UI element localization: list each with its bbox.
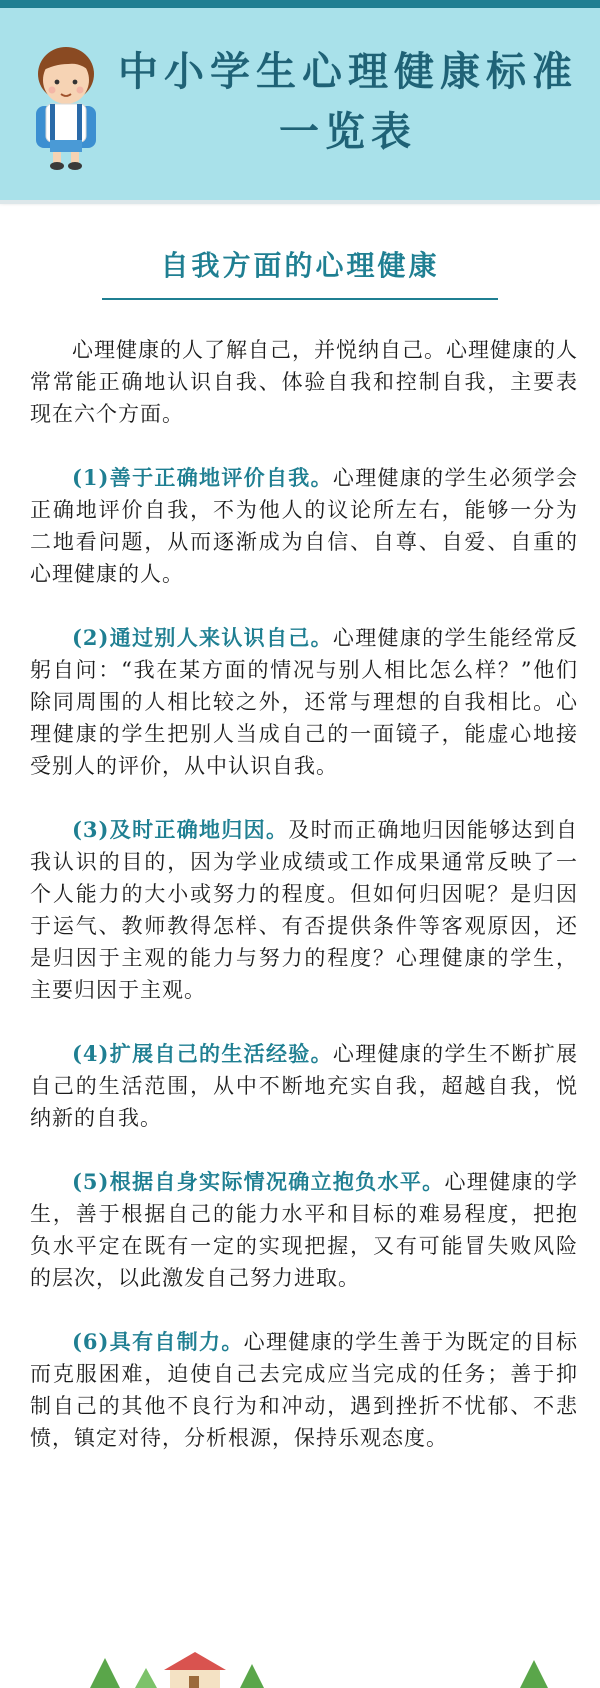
item-body-1: 心理健康的学生必须学会正确地评价自我，不为他人的议论所左右，能够一分为二地看问题，从而逐渐成为自信、自尊、自爱、自重的心理健康的人。 [30,466,579,586]
section-title: 自我方面的心理健康 [160,249,440,282]
page-title-line2: 一览表 [279,108,417,155]
item-paragraph-5 [30,1166,578,1294]
item-body-3: 及时而正确地归因能够达到自我认识的目的，因为学业成绩或工作成果通常反映了一个人能力的大小或努力的程度。但如何归因呢？是归因于运气、教师教得怎样、有否提供条件等客观原因，还是归因于主观的能力与努力的程度？心理健康的学生，主要归因于主观。 [30,818,579,1002]
section-divider [102,298,498,300]
page-title-line1: 中小学生心理健康标准 [118,48,578,95]
item-paragraph-3 [30,814,578,1006]
item-paragraph-6 [30,1326,578,1454]
item-body-5: 心理健康的学生，善于根据自己的能力水平和目标的难易程度，把抱负水平定在既有一定的实现把握，又有可能冒失败风险的层次，以此激发自己努力进取。 [30,1170,579,1290]
item-paragraph-4 [30,1038,578,1134]
item-body-6: 心理健康的学生善于为既定的目标而克服困难，迫使自己去完成应当完成的任务；善于抑制自己的其他不良行为和冲动，遇到挫折不忧郁、不悲愤，镇定对待，分析根源，保持乐观态度。 [30,1330,578,1450]
item-heading-3: (3)及时正确地归因。 [72,817,289,842]
item-heading-5: (5)根据自身实际情况确立抱负水平。 [72,1169,445,1194]
item-paragraph-2 [30,622,578,782]
item-heading-2: (2)通过别人来认识自己。 [72,625,333,650]
article-body [30,334,578,1486]
item-heading-1: (1)善于正确地评价自我。 [72,465,333,490]
page-title [118,42,578,162]
item-heading-6: (6)具有自制力。 [72,1329,244,1354]
item-body-2: 心理健康的学生能经常反躬自问：“我在某方面的情况与别人相比怎么样？”他们除同周围的人相比较之外，还常与理想的自我相比。心理健康的学生把别人当成自己的一面镜子，能虚心地接受别人的评价，从中认识自我。 [30,626,579,778]
item-heading-4: (4)扩展自己的生活经验。 [72,1041,333,1066]
trees-and-house-icon [0,1650,600,1688]
student-boy-icon [26,42,106,172]
top-accent-bar [0,0,600,8]
intro-paragraph: 心理健康的人了解自己，并悦纳自己。心理健康的人常常能正确地认识自我、体验自我和控制自我，主要表现在六个方面。 [30,338,578,426]
item-paragraph-1 [30,462,578,590]
header-divider [0,200,600,204]
item-body-4: 心理健康的学生不断扩展自己的生活范围，从中不断地充实自我，超越自我，悦纳新的自我。 [30,1042,579,1130]
